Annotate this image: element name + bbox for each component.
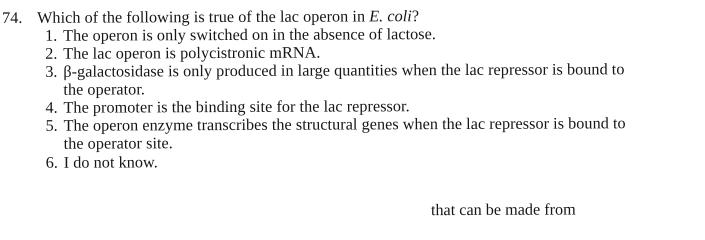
- question-stem-italic: E. coli: [369, 7, 412, 26]
- option-3-text-line-1: β-galactosidase is only produced in large quantities when the lac repressor is bound to: [63, 60, 625, 81]
- option-3-number: 3.: [45, 62, 58, 81]
- question-stem: [37, 7, 419, 27]
- option-1-number: 1.: [45, 26, 58, 45]
- option-3-text-line-2: the operator.: [63, 80, 145, 99]
- question-stem-text: Which of the following is true of the lac operon in: [37, 7, 370, 27]
- option-4-text: The promoter is the binding site for the lac repressor.: [63, 97, 410, 117]
- option-2-number: 2.: [45, 44, 58, 63]
- option-5-text-line-2: the operator site.: [63, 134, 173, 153]
- cut-off-next-line: that can be made from: [430, 200, 576, 220]
- option-5-number: 5.: [45, 116, 58, 135]
- option-6-text: I do not know.: [63, 153, 158, 172]
- question-stem-end: ?: [411, 7, 420, 26]
- question-number: 74.: [2, 8, 23, 27]
- option-1-text: The operon is only switched on in the absence of lactose.: [63, 25, 437, 45]
- option-4-number: 4.: [45, 98, 58, 117]
- option-6-number: 6.: [45, 153, 58, 172]
- option-2-text: The lac operon is polycistronic mRNA.: [63, 43, 321, 63]
- option-5-text-line-1: The operon enzyme transcribes the structural genes when the lac repressor is bound to: [63, 114, 626, 135]
